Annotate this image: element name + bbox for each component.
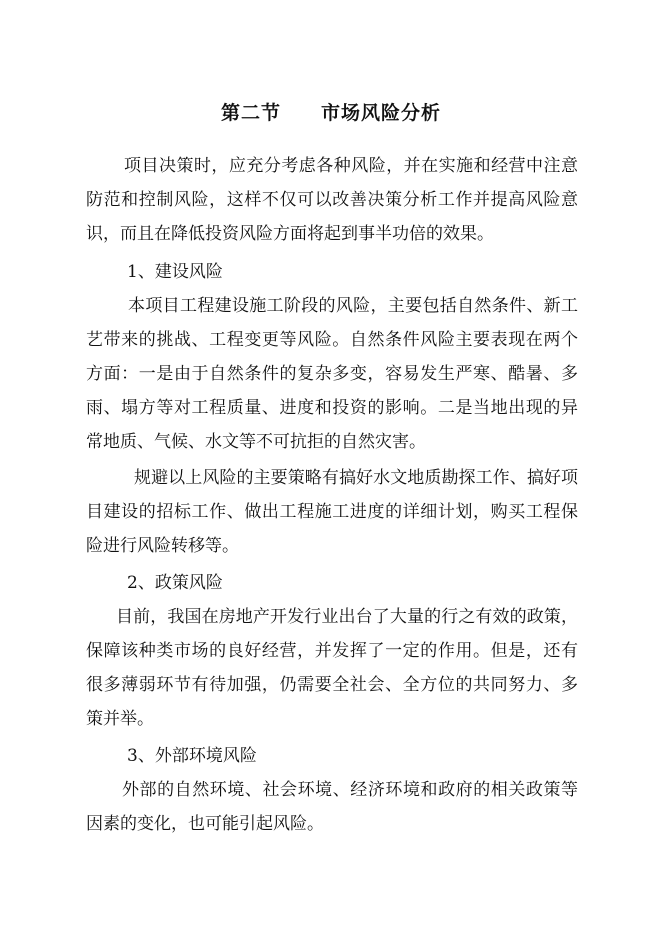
heading-policy-risk: 2、政策风险	[127, 573, 223, 593]
construction-risk-paragraph: 本项目工程建设施工阶段的风险，主要包括自然条件、新工艺带来的挑战、工程变更等风险。自然条件风险主要表现在两个方面：一是由于自然条件的复杂多变，容易发生严寒、酷暑、多雨、塌方等对工程质量、进度和投资的影响。二是当地出现的异常地质、气候、水文等不可抗拒的自然灾害。	[86, 296, 578, 452]
section-number: 第二节	[220, 102, 281, 124]
policy-risk-paragraph: 目前，我国在房地产开发行业出台了大量的行之有效的政策，保障该种类市场的良好经营，并发挥了一定的作用。但是，还有很多薄弱环节有待加强，仍需要全社会、全方位的共同努力、多策并举。	[86, 607, 578, 729]
heading-external-risk: 3、外部环境风险	[127, 746, 257, 766]
external-risk-paragraph: 外部的自然环境、社会环境、经济环境和政府的相关政策等因素的变化，也可能引起风险。	[86, 780, 578, 834]
heading-construction-risk: 1、建设风险	[127, 262, 223, 282]
section-name: 市场风险分析	[321, 102, 442, 124]
intro-paragraph: 项目决策时，应充分考虑各种风险，并在实施和经营中注意防范和控制风险，这样不仅可以改善决策分析工作并提高风险意识，而且在降低投资风险方面将起到事半功倍的效果。	[86, 156, 578, 244]
section-title	[0, 100, 662, 126]
construction-risk-strategy-paragraph: 规避以上风险的主要策略有搞好水文地质勘探工作、搞好项目建设的招标工作、做出工程施工进度的详细计划，购买工程保险进行风险转移等。	[86, 468, 578, 556]
